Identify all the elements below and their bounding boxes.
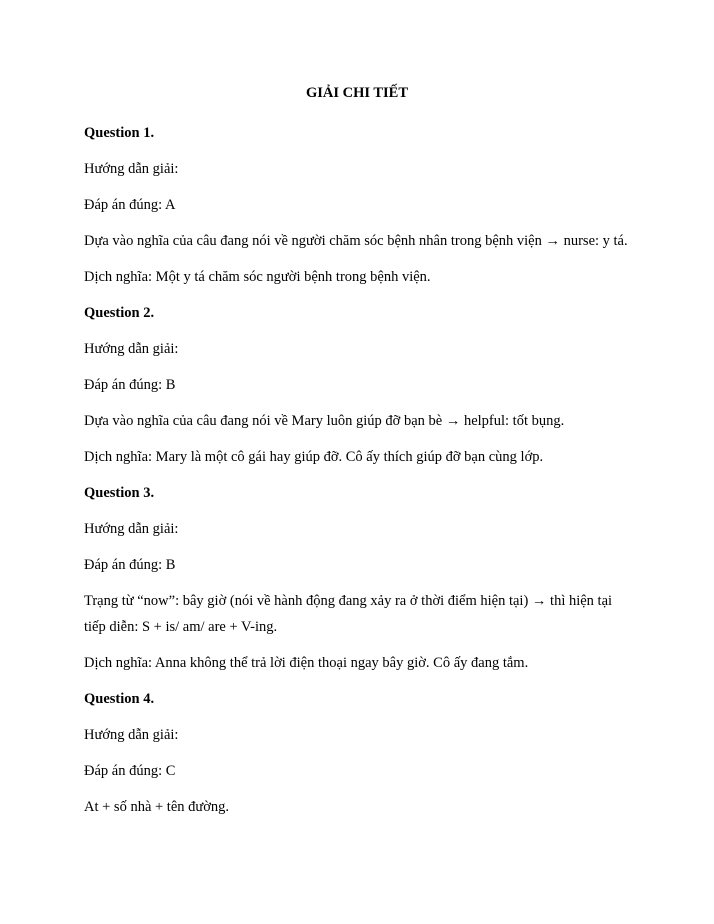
question-3-guide: Hướng dẫn giải: bbox=[84, 521, 179, 537]
question-4-heading: Question 4. bbox=[84, 691, 155, 707]
question-1-answer: Đáp án đúng: A bbox=[84, 197, 176, 213]
question-2-translation: Dịch nghĩa: Mary là một cô gái hay giúp đỡ. Cô ấy thích giúp đỡ bạn cùng lớp. bbox=[84, 449, 544, 465]
page-title: GIẢI CHI TIẾT bbox=[305, 85, 409, 101]
question-3-explanation: Trạng từ “now”: bây giờ (nói về hành động đang xảy ra ở thời điểm hiện tại) → thì hiện tại tiếp diễn: S + is/ am/ are + V-ing. bbox=[84, 593, 613, 635]
question-2-answer: Đáp án đúng: B bbox=[84, 377, 176, 393]
question-4-answer: Đáp án đúng: C bbox=[84, 763, 176, 779]
question-2-explanation: Dựa vào nghĩa của câu đang nói về Mary luôn giúp đỡ bạn bè → helpful: tốt bụng. bbox=[84, 413, 565, 429]
question-1-explanation: Dựa vào nghĩa của câu đang nói về người chăm sóc bệnh nhân trong bệnh viện → nurse: y tá. bbox=[84, 233, 628, 249]
question-2-guide: Hướng dẫn giải: bbox=[84, 341, 179, 357]
question-1-heading: Question 1. bbox=[84, 125, 155, 141]
answers-content bbox=[84, 120, 632, 830]
question-3-heading: Question 3. bbox=[84, 485, 155, 501]
question-1-guide: Hướng dẫn giải: bbox=[84, 161, 179, 177]
question-1-translation: Dịch nghĩa: Một y tá chăm sóc người bệnh trong bệnh viện. bbox=[84, 269, 431, 285]
question-2-heading: Question 2. bbox=[84, 305, 155, 321]
question-4-guide: Hướng dẫn giải: bbox=[84, 727, 179, 743]
question-3-answer: Đáp án đúng: B bbox=[84, 557, 176, 573]
question-3-translation: Dịch nghĩa: Anna không thể trả lời điện thoại ngay bây giờ. Cô ấy đang tắm. bbox=[84, 655, 529, 671]
question-4-explanation: At + số nhà + tên đường. bbox=[84, 799, 230, 815]
